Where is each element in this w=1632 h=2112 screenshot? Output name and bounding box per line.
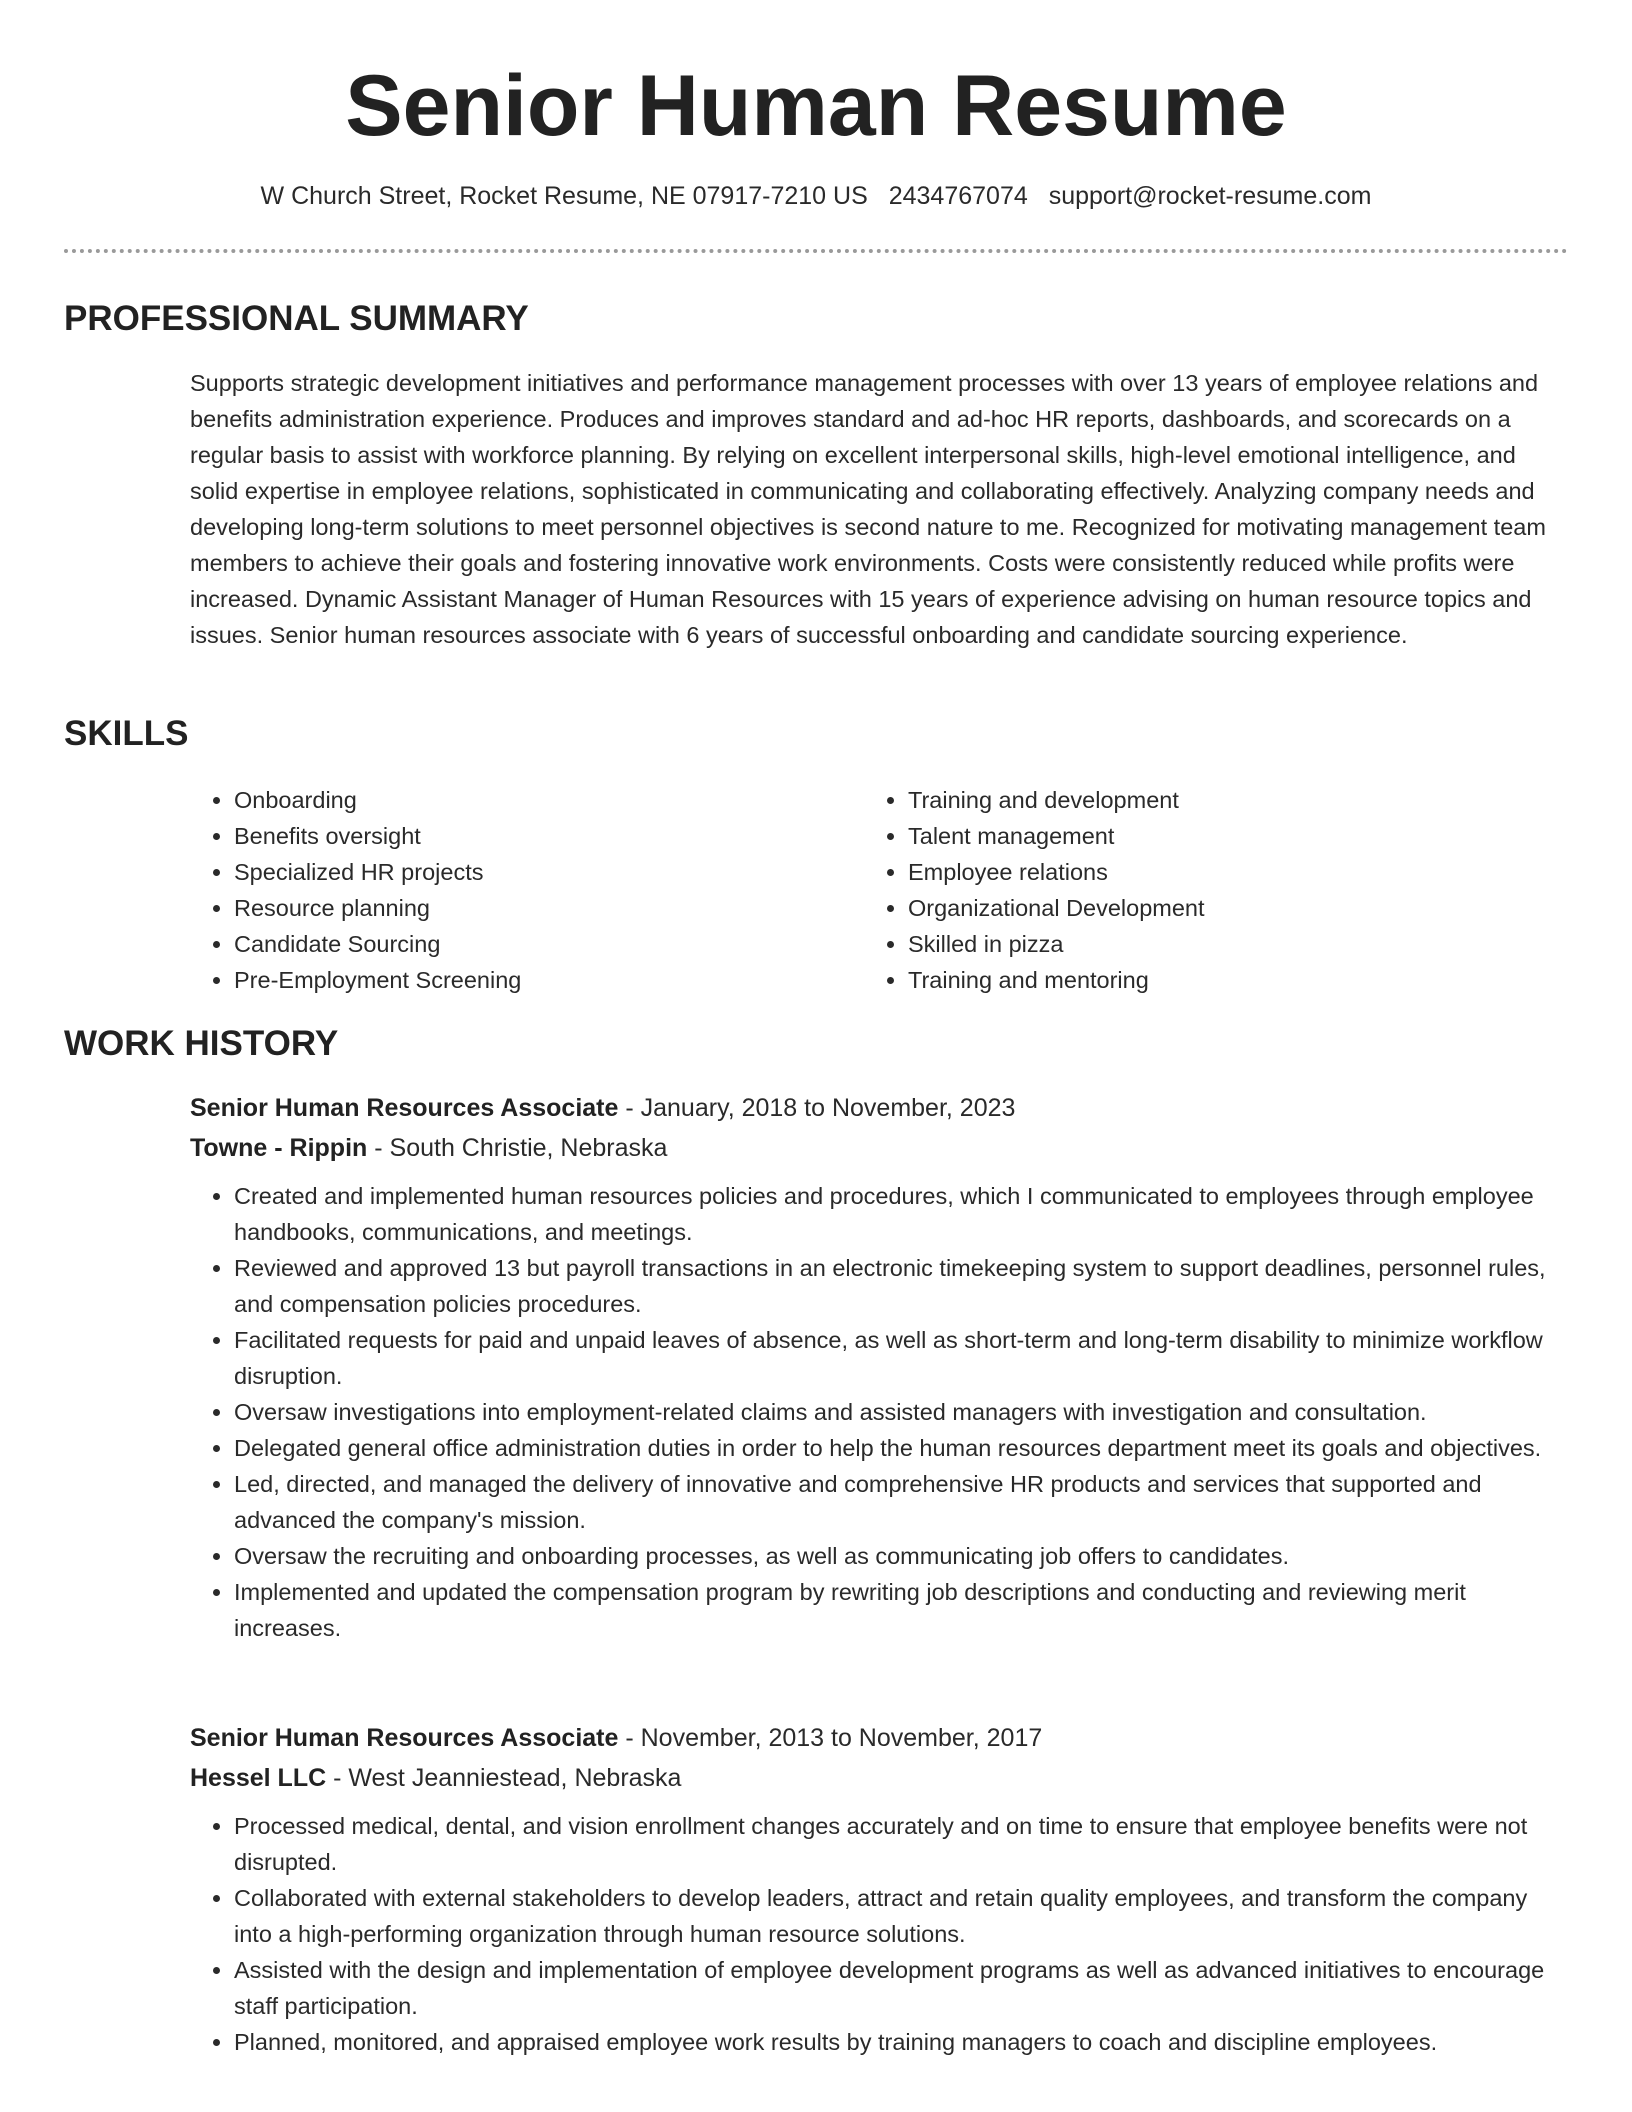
skills-list-left — [190, 782, 854, 998]
job-bullets — [190, 1808, 1570, 2060]
job-bullets — [190, 1178, 1570, 1646]
skill-item: • Pre-Employment Screening — [234, 962, 854, 998]
skill-item: • Skilled in pizza — [908, 926, 1528, 962]
section-title-skills: SKILLS — [64, 714, 189, 753]
job-title-line — [190, 1718, 1570, 1758]
skill-item: • Onboarding — [234, 782, 854, 818]
job-title-line — [190, 1088, 1570, 1128]
job-dates: - January, 2018 to November, 2023 — [618, 1094, 1016, 1122]
contact-email: support@rocket-resume.com — [1048, 182, 1372, 210]
job-role: Senior Human Resources Associate — [190, 1094, 619, 1122]
skill-item: • Benefits oversight — [234, 818, 854, 854]
job-bullet: • Oversaw the recruiting and onboarding processes, as well as communicating job offers to candidates. — [234, 1538, 1570, 1574]
skill-item: • Resource planning — [234, 890, 854, 926]
skill-item: • Training and development — [908, 782, 1528, 818]
skill-item: • Specialized HR projects — [234, 854, 854, 890]
job-bullet: • Oversaw investigations into employment-related claims and assisted managers with investigation and consultation. — [234, 1394, 1570, 1430]
job-dates: - November, 2013 to November, 2017 — [618, 1724, 1043, 1752]
job-company: Hessel LLC — [190, 1764, 327, 1792]
contact-address: W Church Street, Rocket Resume, NE 07917-7210 US — [260, 182, 868, 210]
job-entry — [190, 1088, 1570, 1646]
section-title-work-history: WORK HISTORY — [64, 1024, 339, 1063]
job-bullet: • Assisted with the design and implementation of employee development programs as well as advanced initiatives to encourage staff participation. — [234, 1952, 1570, 2024]
job-bullet: • Reviewed and approved 13 but payroll transactions in an electronic timekeeping system to support deadlines, personnel rules, and compensation policies procedures. — [234, 1250, 1570, 1322]
job-bullet: • Created and implemented human resources policies and procedures, which I communicated to employees through employee handbooks, communications, and meetings. — [234, 1178, 1570, 1250]
contact-line — [0, 178, 1632, 214]
skills-list-right — [864, 782, 1528, 998]
skill-item: • Candidate Sourcing — [234, 926, 854, 962]
job-company-line — [190, 1758, 1570, 1798]
job-bullet: • Planned, monitored, and appraised employee work results by training managers to coach and discipline employees. — [234, 2024, 1570, 2060]
skill-item: • Training and mentoring — [908, 962, 1528, 998]
job-company: Towne - Rippin — [190, 1134, 368, 1162]
job-bullet: • Facilitated requests for paid and unpaid leaves of absence, as well as short-term and long-term disability to minimize workflow disruption. — [234, 1322, 1570, 1394]
job-bullet: • Implemented and updated the compensation program by rewriting job descriptions and conducting and reviewing merit increases. — [234, 1574, 1570, 1646]
job-location: - South Christie, Nebraska — [367, 1134, 668, 1162]
job-entry — [190, 1718, 1570, 2060]
job-bullet: • Processed medical, dental, and vision enrollment changes accurately and on time to ensure that employee benefits were not disrupted. — [234, 1808, 1570, 1880]
job-role: Senior Human Resources Associate — [190, 1724, 619, 1752]
job-bullet: • Led, directed, and managed the delivery of innovative and comprehensive HR products and services that supported and advanced the company's mission. — [234, 1466, 1570, 1538]
skill-item: • Talent management — [908, 818, 1528, 854]
header-divider — [64, 249, 1568, 253]
job-location: - West Jeanniestead, Nebraska — [326, 1764, 682, 1792]
contact-phone: 2434767074 — [888, 182, 1028, 210]
job-company-line — [190, 1128, 1570, 1168]
job-bullet: • Delegated general office administration duties in order to help the human resources department meet its goals and objectives. — [234, 1430, 1570, 1466]
section-title-summary: PROFESSIONAL SUMMARY — [64, 299, 529, 338]
skill-item: • Organizational Development — [908, 890, 1528, 926]
resume-name: Senior Human Resume — [345, 58, 1287, 154]
skill-item: • Employee relations — [908, 854, 1528, 890]
job-bullet: • Collaborated with external stakeholders to develop leaders, attract and retain quality employees, and transform the company into a high-performing organization through human resource solutions. — [234, 1880, 1570, 1952]
summary-text: Supports strategic development initiatives and performance management processes with over 13 years of employee relations and benefits administration experience. Produces and improves standard and ad-hoc HR reports, dashboards, and scorecards on a regular basis to assist with workforce planning. By relying on excellent interpersonal skills, high-level emotional intelligence, and solid expertise in employee relations, sophisticated in communicating and collaborating effectively. Analyzing company needs and developing long-term solutions to meet personnel objectives is second nature to me. Recognized for motivating management team members to achieve their goals and fostering innovative work environments. Costs were consistently reduced while profits were increased. Dynamic Assistant Manager of Human Resources with 15 years of experience advising on human resource topics and issues. Senior human resources associate with 6 years of successful onboarding and candidate sourcing experience. — [190, 370, 1546, 648]
